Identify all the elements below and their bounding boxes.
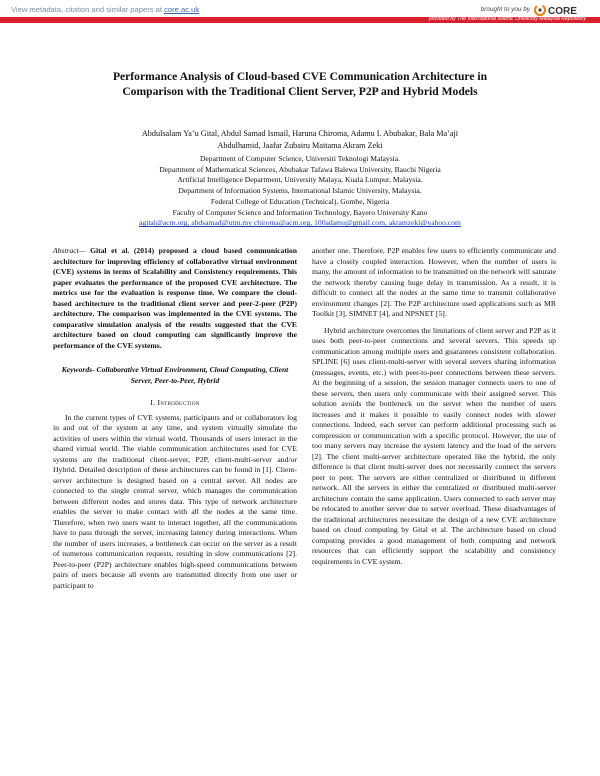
provided-by-bar bbox=[0, 17, 600, 23]
left-column bbox=[53, 246, 297, 591]
core-logo-icon[interactable] bbox=[533, 3, 589, 17]
affiliation-6: Faculty of Computer Science and Information Technology, Bayero University Kano bbox=[172, 207, 428, 217]
title-line-2: Comparison with the Traditional Client Server, P2P and Hybrid Models bbox=[122, 85, 478, 98]
authors-line-1: Abdulsalam Ya’u Gital, Abdul Samad Ismail, Haruna Chiroma, Adamu I. Abubakar, Bala Ma’aji bbox=[141, 129, 459, 138]
abstract bbox=[53, 246, 297, 351]
brought-to-you-label: brought to you by bbox=[480, 6, 530, 13]
abstract-label: Abstract— bbox=[53, 246, 86, 255]
intro-paragraph: In the current types of CVE systems, participants and or collaborators log in and out of the system at any time, and system virtually simulate the activities of users within the virtual world. Thousands of users interact in the shared virtual world. The viable communication architectures used for CVE systems are the traditional client-server, P2P, client-multi-server and/or Hybrid. Detailed description of these architectures can be found in [1]. Client-server architecture is designed based on a central server. All nodes are connected to the single central server, which manages the communication between different nodes and stores data. This type of network architecture enables the server to make contact with all the nodes at the same time. Therefore, when two users want to interact together, all the communications have to pass through the server, increasing latency during interactions. When the number of users increases, a bottleneck can occur on the server as a result of numerous communication requests, resulting in slow communications [2]. Peer-to-peer (P2P) architecture enables high-speed communications between pairs of users because all events are transmitted directly from one user or participant to bbox=[53, 412, 297, 590]
core-logo-text: CORE bbox=[548, 6, 577, 17]
authors-line-2: Abdulhamid, Jaafar Zubairu Maitama Akram Zeki bbox=[217, 141, 383, 150]
section-number: I. bbox=[150, 398, 156, 407]
affiliation-list bbox=[50, 154, 550, 229]
author-emails[interactable]: agital@acm.org, abdsamad@utm.my chiroma@acm.org, 100adamu@gmail.com, akramzeki@yahoo.com bbox=[139, 218, 461, 228]
provided-by-text: provided by The International Islamic University Malaysia Repository bbox=[428, 16, 586, 22]
affiliation-4: Department of Information Systems, International Islamic University, Malaysia. bbox=[178, 186, 422, 196]
section-heading bbox=[53, 398, 297, 409]
affiliation-2: Department of Mathematical Sciences, Abubakar Tafawa Balewa University, Bauchi Nigeria bbox=[159, 164, 441, 174]
hybrid-paragraph: Hybrid architecture overcomes the limitations of client server and P2P as it uses both peer-to-peer connections and several servers. This speeds up communication among multiple users and guarantees consistent collaboration. SPLINE [6] uses client-multi-server with several servers sharing information (messages, events, etc.) with peer-to-peer connections between these servers. At the beginning of a session, the session manager connects users to one of these servers, then users only communicate with their assigned server. This solution avoids the bottleneck on the server when the number of users increases and it makes it possible to easily connect nodes with slower connections. Indeed, each server can perform additional processing such as compression or communication with a specific protocol. However, the use of too many servers may increase the system latency and the load of the servers [2]. The client multi-server architecture operated like the hybrid, the only difference is that client multi-server does not necessarily connect the servers peer to peer. The servers are either centralized or distributed in different network. All the servers in either the centralized or distributed multi-server architecture contain the same application. Users connected to each server may be relocated to another server due to server overload. These disadvantages of the traditional architectures necessitate the design of a new CVE architecture based on cloud computing by Gital et al. The architecture based on cloud computing provides a good management of both computing and network resources that can efficiently support the scalability and consistency requirements in CVE system. bbox=[312, 325, 556, 566]
metadata-link-prefix: View metadata, citation and similar papers at bbox=[11, 5, 162, 14]
abstract-text: Gital et al. (2014) proposed a cloud based communication architecture for improving efficiency of collaborative virtual environment (CVE) systems in terms of Scalability and Consistency requirements. This paper evaluates the performance of the proposed CVE architecture. The metrics use for the evaluation is response time. We compare the cloud-based architecture to the traditional client server and peer-2-peer (P2P) architecture. The comparison was implemented in the CVE systems. The comparative simulation analysis of the results suggested that the CVE architecture based on cloud computing can significantly improve the performance of the CVE systems. bbox=[53, 246, 298, 350]
title-line-1: Performance Analysis of Cloud-based CVE Communication Architecture in bbox=[112, 70, 488, 83]
author-list bbox=[50, 128, 550, 152]
paper-title bbox=[40, 69, 560, 99]
section-title: Introduction bbox=[157, 398, 200, 407]
keywords: Keywords- Collaborative Virtual Environment, Cloud Computing, Client Server, Peer-to-Peer, Hybrid bbox=[61, 365, 289, 385]
right-column bbox=[312, 246, 556, 567]
affiliation-3: Artificial Intelligence Department, University Malaya, Kuala Lumpur, Malaysia. bbox=[177, 175, 423, 185]
affiliation-5: Federal College of Education (Technical), Gombe, Nigeria bbox=[210, 196, 390, 206]
p2p-paragraph: another one. Therefore, P2P enables few users to efficiently communicate and have a closely coupled interaction. However, when the number of users is many, the amount of information to be transmitted on the network will saturate the network thereby causing huge delay in transmission. As a result, it is difficult to connect all the nodes at the same time to transmit collaborative environment changes [2]. The P2P architecture used applications such as MR Toolkit [3], SIMNET [4], and NPSNET [5]. bbox=[312, 246, 556, 318]
core-site-link[interactable]: core.ac.uk bbox=[164, 5, 200, 14]
affiliation-1: Department of Computer Science, Universiti Teknologi Malaysia. bbox=[199, 154, 401, 163]
metadata-link[interactable] bbox=[11, 5, 199, 14]
